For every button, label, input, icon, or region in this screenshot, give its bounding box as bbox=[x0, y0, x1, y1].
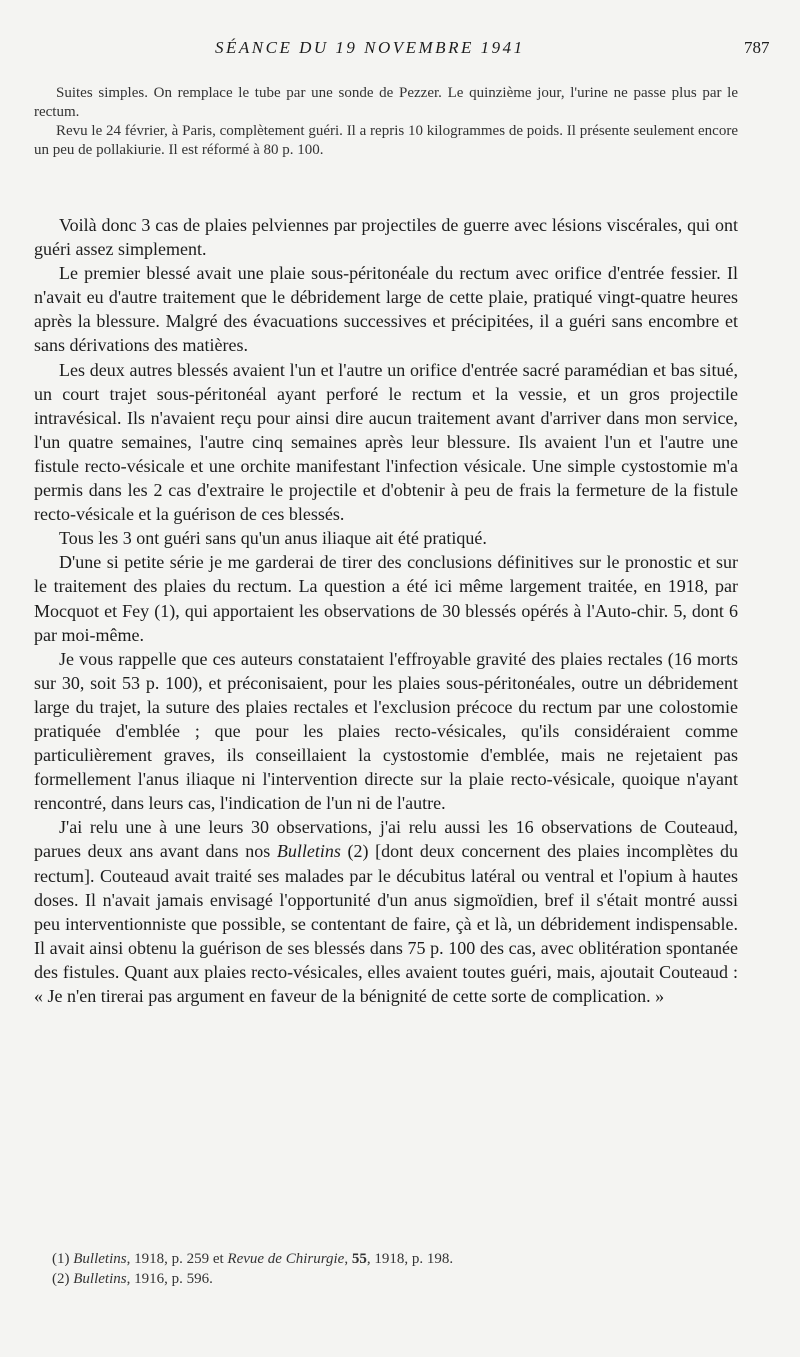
case-note: Suites simples. On remplace le tube par une sonde de Pezzer. Le quinzième jour, l'urine ne passe plus par le rectum. bbox=[34, 85, 738, 120]
page-number: 787 bbox=[744, 38, 770, 57]
footnote-mark: (2) bbox=[52, 1270, 74, 1287]
paragraph: D'une si petite série je me garderai de tirer des conclusions définitives sur le pronostic et sur le traitement des plaies du rectum. La question a été ici même largement traitée, en 1918, par Mocquot et Fey (1), qui apportaient les observations de 30 blessés opérés à l'Auto-chir. 5, dont 6 par moi-même. bbox=[34, 552, 738, 645]
footnote-text: , 1918, p. 198. bbox=[366, 1251, 454, 1267]
paragraph-text: J'ai relu une à une leurs 30 observations, j'ai relu aussi les 16 observations de Couteaud, parues deux ans avant dans nos bbox=[34, 817, 738, 862]
paragraph-text: (2) [dont deux concernent des plaies incomplètes du rectum]. Couteaud avait traité ses malades par le décubitus latéral ou ventral et l'opium à hautes doses. Il n'avait jamais envisagé l'opportunité d'un anus sigmoïdien, bref il s'était montré aussi peu interventionniste que possible, se contentant de faire, çà et là, un débridement indispensable. Il avait ainsi obtenu la guérison de ses blessés dans 75 p. 100 des cas, avec oblitération spontanée des fistules. Quant aux plaies recto-vésicales, elles avaient toutes guéri, mais, ajoutait Couteaud : « Je n'en tirerai pas argument en faveur de la bénignité de cette sorte de complication. » bbox=[34, 841, 738, 1006]
case-note: Revu le 24 février, à Paris, complètement guéri. Il a repris 10 kilogrammes de poids. Il présente seulement encore un peu de pollakiurie. Il est réformé à 80 p. 100. bbox=[34, 123, 738, 158]
journal-title: Bulletins bbox=[73, 1270, 127, 1287]
footnote-text: , 1916, p. 596. bbox=[126, 1270, 213, 1287]
paragraph: Les deux autres blessés avaient l'un et l'autre un orifice d'entrée sacré paramédian et bas situé, un court trajet sous-péritonéal ayant perforé le rectum et la vessie, et un gros projectile intravésical. Ils n'avaient reçu pour ainsi dire aucun traitement avant d'arriver dans mon service, l'un quatre semaines, l'autre cinq semaines après leur blessure. Ils avaient l'un et l'autre une fistule recto-vésicale et une orchite manifestant l'infection vésicale. Une simple cystostomie m'a permis dans les 2 cas d'extraire le projectile et d'obtenir à peu de frais la fermeture de la fistule recto-vésicale et la guérison de ces blessés. bbox=[34, 359, 738, 525]
main-text bbox=[34, 213, 738, 1008]
paragraph: Le premier blessé avait une plaie sous-péritonéale du rectum avec orifice d'entrée fessier. Il n'avait eu d'autre traitement que le débridement large de cette plaie, pratiqué vingt-quatre heures après la blessure. Malgré des évacuations successives et précipitées, il a guéri sans encombre et sans dérivations des matières. bbox=[34, 263, 738, 356]
case-notes bbox=[34, 84, 738, 160]
footnote-text: , 1918, p. 259 et bbox=[126, 1251, 228, 1267]
journal-title: Bulletins bbox=[73, 1251, 127, 1267]
footnote-mark: (1) bbox=[52, 1251, 74, 1267]
footnote-2 bbox=[52, 1270, 732, 1290]
journal-title: Bulletins bbox=[276, 841, 341, 862]
paragraph bbox=[34, 815, 738, 1008]
volume-number: 55 bbox=[351, 1251, 367, 1267]
journal-title: Revue de Chirurgie bbox=[227, 1251, 345, 1267]
page-header bbox=[0, 38, 800, 62]
paragraph: Tous les 3 ont guéri sans qu'un anus iliaque ait été pratiqué. bbox=[59, 528, 487, 549]
footnote-text: , bbox=[344, 1251, 352, 1267]
paragraph: Je vous rappelle que ces auteurs constataient l'effroyable gravité des plaies rectales (16 morts sur 30, soit 53 p. 100), et préconisaient, pour les plaies sous-péritonéales, outre un débridement large du trajet, la suture des plaies rectales et l'exclusion précoce du rectum par une colostomie pratiquée d'emblée ; que pour les plaies recto-vésicales, qu'ils considéraient comme particulièrement graves, ils conseillaient la cystostomie d'emblée, mais ne rejetaient pas formellement l'anus iliaque ni l'intervention directe sur la plaie recto-vésicale, quoique n'ayant rencontré, dans leurs cas, l'indication de l'un ni de l'autre. bbox=[34, 648, 738, 814]
footnote-1 bbox=[52, 1250, 732, 1270]
footnotes bbox=[52, 1250, 732, 1289]
running-title: SÉANCE DU 19 NOVEMBRE 1941 bbox=[215, 38, 525, 57]
paragraph: Voilà donc 3 cas de plaies pelviennes par projectiles de guerre avec lésions viscérales, qui ont guéri assez simplement. bbox=[34, 215, 738, 260]
